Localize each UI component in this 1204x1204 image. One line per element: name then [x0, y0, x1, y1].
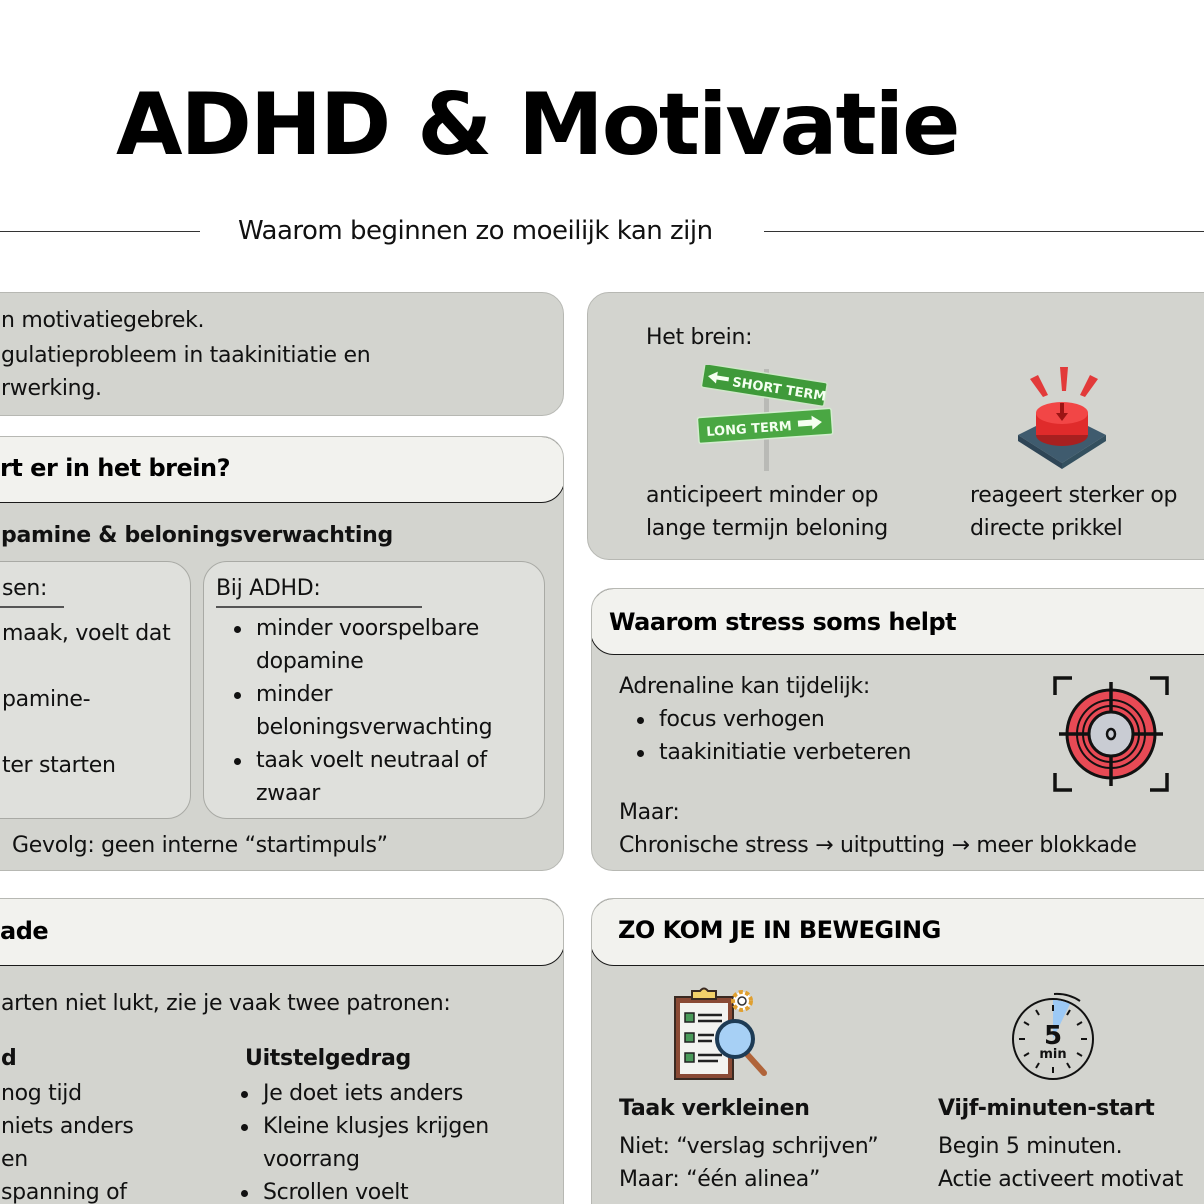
intro-card	[0, 292, 564, 416]
avoidance-line: niets anders	[1, 1114, 134, 1139]
avoidance-line: nog tijd	[1, 1081, 82, 1106]
adhd-box-label: Bij ADHD:	[216, 576, 321, 601]
consequence-text: Gevolg: geen interne “startimpuls”	[12, 833, 388, 858]
brain-response-line: reageert sterker op	[970, 483, 1178, 508]
stress-card-heading: Waarom stress soms helpt	[609, 608, 957, 636]
stress-but-label: Maar:	[619, 800, 680, 825]
typical-box	[0, 561, 191, 819]
action-line: Actie activeert motivat	[938, 1167, 1183, 1192]
brain-response-line: anticipeert minder op	[646, 483, 879, 508]
typical-box-label: sen:	[2, 576, 48, 601]
adhd-box-underline	[216, 606, 422, 608]
intro-line-1: n motivatiegebrek.	[1, 308, 205, 333]
brain-label: Het brein:	[646, 325, 753, 350]
action-line: Maar: “één alinea”	[619, 1167, 821, 1192]
action-title: Taak verkleinen	[619, 1096, 810, 1121]
stress-intro: Adrenaline kan tijdelijk:	[619, 674, 870, 699]
stress-bullet: focus verhogen	[619, 703, 1019, 736]
avoidance-line: en	[1, 1147, 28, 1172]
action-title: Vijf-minuten-start	[938, 1096, 1155, 1121]
blockade-card	[0, 898, 564, 1204]
avoidance-line: spanning of	[1, 1180, 127, 1204]
intro-line-3: rwerking.	[1, 376, 102, 401]
page-subtitle: Waarom beginnen zo moeilijk kan zijn	[238, 216, 713, 246]
target-icon	[1052, 675, 1170, 793]
brain-card-header	[0, 436, 564, 503]
divider-right	[764, 231, 1204, 232]
blockade-intro: arten niet lukt, zie je vaak twee patronen:	[1, 991, 451, 1016]
adhd-bullet: minder beloningsverwachting	[216, 678, 536, 744]
dopamine-subheading: pamine & beloningsverwachting	[1, 523, 393, 548]
action-card-header	[591, 898, 1204, 966]
brain-response-line: directe prikkel	[970, 516, 1123, 541]
procrastination-bullet: Kleine klusjes krijgen voorrang	[223, 1110, 523, 1176]
procrastination-bullet: Scrollen voelt	[223, 1176, 523, 1204]
svg-text:SHORT TERM: SHORT TERM	[731, 375, 828, 405]
svg-text:LONG TERM: LONG TERM	[705, 419, 793, 441]
divider-left	[0, 231, 200, 232]
procrastination-bullet: Je doet iets anders	[223, 1077, 523, 1110]
brain-response-line: lange termijn beloning	[646, 516, 888, 541]
stress-bullet-list	[619, 703, 1019, 769]
subtitle-row	[0, 214, 1204, 250]
typical-line-3: pamine-	[2, 687, 91, 712]
alarm-button-icon	[1014, 363, 1110, 471]
stress-bullet: taakinitiatie verbeteren	[619, 736, 1019, 769]
typical-line-5: ter starten	[2, 753, 116, 778]
five-minute-timer-icon	[1008, 991, 1098, 1081]
intro-line-2: gulatieprobleem in taakinitiatie en	[1, 343, 371, 368]
typical-line-1: maak, voelt dat	[2, 621, 171, 646]
adhd-bullet-list	[216, 612, 536, 810]
page-title: ADHD & Motivatie	[116, 75, 959, 175]
brain-response-card	[587, 292, 1204, 560]
adhd-box	[203, 561, 545, 819]
action-card-heading: ZO KOM JE IN BEWEGING	[618, 916, 941, 944]
blockade-card-header	[0, 898, 564, 966]
procrastination-title: Uitstelgedrag	[245, 1046, 411, 1071]
action-line: Begin 5 minuten.	[938, 1134, 1123, 1159]
blockade-card-heading: ade	[0, 917, 49, 945]
svg-text:5: 5	[1043, 1021, 1063, 1051]
action-line: Niet: “verslag schrijven”	[619, 1134, 879, 1159]
avoidance-title: d	[1, 1046, 17, 1071]
direction-sign-icon	[694, 365, 838, 473]
typical-box-underline	[0, 606, 64, 608]
brain-card-heading: rt er in het brein?	[0, 454, 231, 482]
procrastination-list	[223, 1077, 523, 1204]
action-card	[591, 898, 1204, 1204]
stress-card	[591, 588, 1204, 871]
adhd-bullet: taak voelt neutraal of zwaar	[216, 744, 536, 810]
stress-chain: Chronische stress → uitputting → meer blokkade	[619, 833, 1137, 858]
stress-card-header	[591, 588, 1204, 655]
svg-text:min: min	[1039, 1047, 1067, 1062]
clipboard-search-icon	[672, 987, 772, 1083]
adhd-bullet: minder voorspelbare dopamine	[216, 612, 536, 678]
brain-card	[0, 436, 564, 871]
